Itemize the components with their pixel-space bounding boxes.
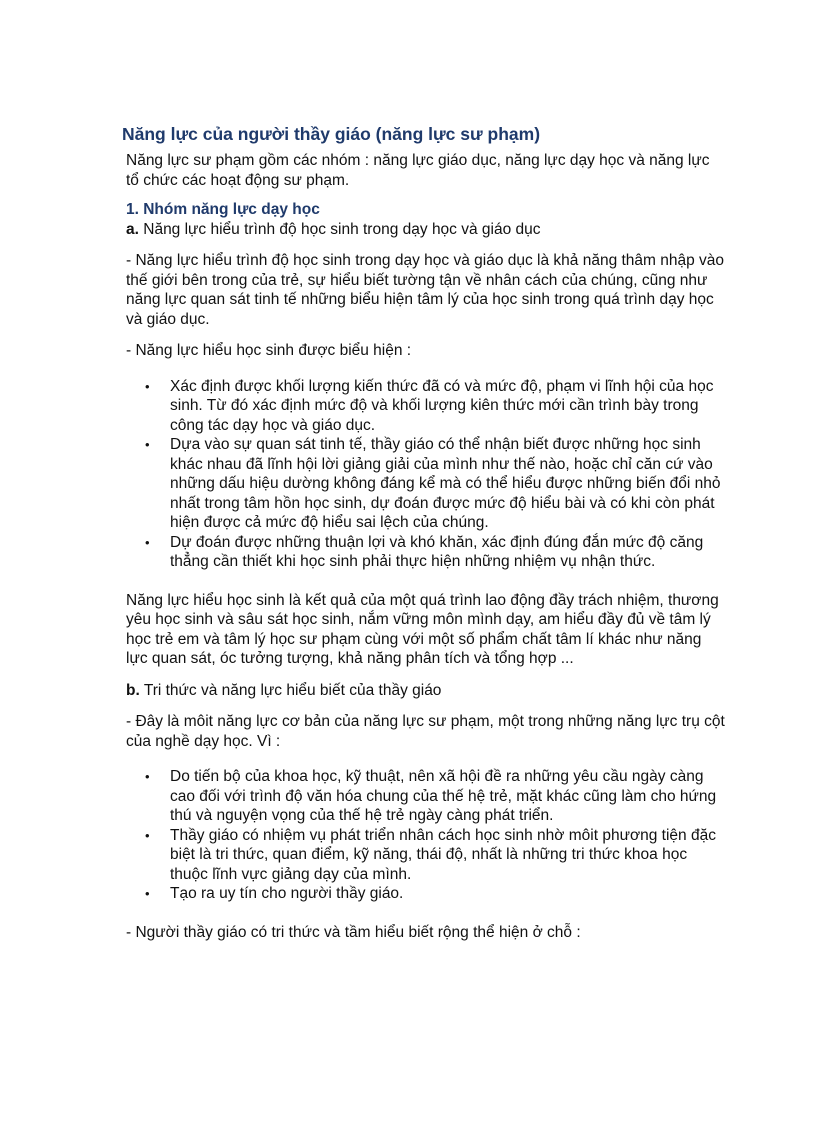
document-body	[122, 124, 726, 942]
section-heading: 1. Nhóm năng lực dạy học	[126, 201, 320, 218]
paragraph-4: - Đây là môit năng lực cơ bản của năng lực sư phạm, một trong những năng lực trụ cột của nghề dạy học. Vì :	[126, 713, 725, 750]
subsection-a-label: a.	[126, 220, 139, 238]
list-item: • Thầy giáo có nhiệm vụ phát triển nhân cách học sinh nhờ môit phương tiện đặc biệt là tri thức, quan điểm, kỹ năng, thái độ, nhất là những tri thức khoa học thuộc lĩnh vực giảng dạy của mình.	[170, 826, 726, 885]
paragraph-5: - Người thầy giáo có tri thức và tầm hiểu biết rộng thể hiện ở chỗ :	[126, 923, 581, 941]
paragraph-3: Năng lực hiểu học sinh là kết quả của một quá trình lao động đầy trách nhiệm, thương yêu học sinh và sâu sát học sinh, nắm vững môn mình dạy, am hiểu đầy đủ về tâm lý học trẻ em và tâm lý học sư phạm cùng với một số phẩm chất tâm lí khác như năng lực quan sát, óc tưởng tượng, khả năng phân tích và tổng hợp ...	[126, 591, 719, 667]
list-item: • Do tiến bộ của khoa học, kỹ thuật, nên xã hội đề ra những yêu cầu ngày càng cao đối với trình độ văn hóa chung của thế hệ trẻ, mặt khác cũng làm cho hứng thú và nguyện vọng của thế hệ trẻ ngày càng phát triển.	[170, 767, 726, 826]
subsection-b-title: Tri thức và năng lực hiểu biết của thầy giáo	[143, 681, 442, 699]
list-item: • Xác định được khối lượng kiến thức đã có và mức độ, phạm vi lĩnh hội của học sinh. Từ đó xác định mức độ và khối lượng kiên thức mới cần trình bày trong công tác dạy học và giáo dục.	[170, 377, 726, 436]
list-item: • Dự đoán được những thuận lợi và khó khăn, xác định đúng đắn mức độ căng thẳng cần thiết khi học sinh phải thực hiện những nhiệm vụ nhận thức.	[170, 533, 726, 572]
bullet-list-2	[126, 767, 726, 904]
paragraph-2: - Năng lực hiểu học sinh được biểu hiện :	[126, 342, 412, 359]
bullet-list-1	[126, 377, 726, 572]
subsection-a	[126, 220, 726, 240]
page-title: Năng lực của người thầy giáo (năng lực sư phạm)	[122, 124, 541, 144]
subsection-b	[126, 681, 726, 701]
paragraph-1: - Năng lực hiểu trình độ học sinh trong dạy học và giáo dục là khả năng thâm nhập vào thế giới bên trong của trẻ, sự hiểu biết tường tận về nhân cách của chúng, cũng như năng lực quan sát tinh tế những biểu hiện tâm lý của học sinh trong quá trình dạy học và giáo dục.	[126, 252, 725, 328]
subsection-b-label: b.	[126, 681, 140, 699]
intro-paragraph: Năng lực sư phạm gồm các nhóm : năng lực giáo dục, năng lực dạy học và năng lực tổ chức các hoạt động sư phạm.	[126, 152, 710, 189]
subsection-a-title: Năng lực hiểu trình độ học sinh trong dạy học và giáo dục	[143, 220, 541, 238]
list-item: • Tạo ra uy tín cho người thầy giáo.	[170, 884, 726, 904]
list-item: • Dựa vào sự quan sát tinh tế, thầy giáo có thể nhận biết được những học sinh khác nhau đã lĩnh hội lời giảng giải của mình như thế nào, hoặc chỉ căn cứ vào những dấu hiệu dường không đáng kể mà có thể hiểu được những biến đổi nhỏ nhất trong tâm hồn học sinh, dự đoán được mức độ hiểu bài và có khi còn phát hiện được cả mức độ hiểu sai lệch của chúng.	[170, 435, 726, 533]
